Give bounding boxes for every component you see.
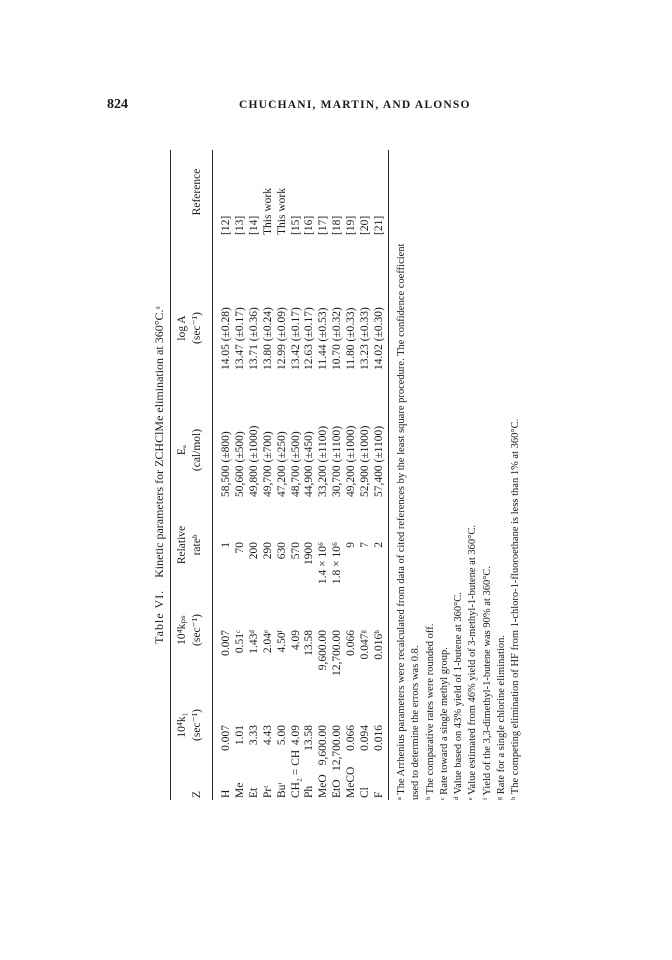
cell-ea: 52,900 (±1000) — [359, 425, 371, 497]
col-header-z: Z — [191, 790, 203, 798]
cell-kps: 12,700.00 — [331, 630, 344, 676]
cell-ea: 44,900 (±450) — [303, 431, 316, 497]
col-header-k1: 10⁴k₁ (sec⁻¹) — [176, 709, 203, 741]
table-row — [290, 150, 304, 800]
cell-kps: 1.43ᵈ — [247, 630, 260, 654]
cell-k1: 5.00 — [275, 725, 288, 746]
cell-z: F — [372, 791, 385, 798]
cell-reference: [16] — [303, 215, 316, 235]
cell-relative-rate: 1.4 × 10⁶ — [317, 542, 330, 585]
cell-z: Et — [247, 787, 260, 798]
cell-kps: 0.51ᶜ — [233, 630, 246, 654]
cell-reference: [20] — [359, 215, 371, 235]
cell-k1: 1.01 — [233, 725, 246, 746]
cell-log-a: 11.80 (±0.33) — [345, 307, 358, 370]
table-row — [234, 150, 248, 800]
cell-kps: 9,600.00 — [317, 630, 330, 671]
cell-ea: 47,200 (±250) — [275, 431, 288, 497]
cell-k1: 0.094 — [359, 725, 371, 751]
cell-reference: [15] — [289, 215, 302, 235]
table-row — [262, 150, 276, 800]
table-row — [331, 150, 345, 800]
col-header-reference: Reference — [191, 168, 203, 216]
table-row — [276, 150, 290, 800]
cell-k1: 3.33 — [247, 725, 260, 746]
cell-ea: 33,200 (±1100) — [317, 425, 330, 497]
cell-k1: 9,600.00 — [317, 725, 330, 766]
footnote: ᵃ The Arrhenius parameters were recalculated from data of cited references by the least square procedure. The confidence coefficient — [396, 243, 407, 800]
cell-ea: 30,700 (±1100) — [331, 425, 344, 497]
cell-ea: 49,700 (±700) — [261, 431, 274, 497]
cell-log-a: 12.99 (±0.09) — [275, 307, 288, 370]
cell-z: MeO — [317, 774, 330, 798]
cell-log-a: 14.05 (±0.28) — [220, 307, 232, 370]
cell-reference: [14] — [247, 215, 260, 235]
cell-z: MeCO — [345, 766, 358, 798]
table-row — [359, 150, 373, 800]
cell-log-a: 13.42 (±0.17) — [289, 307, 302, 370]
cell-k1: 4.09 — [289, 725, 302, 746]
table-header-rule — [212, 150, 213, 800]
cell-relative-rate: 7 — [359, 542, 371, 548]
cell-reference: [18] — [331, 215, 344, 235]
cell-z: Prᵗ — [261, 785, 274, 798]
cell-reference: [21] — [372, 215, 385, 235]
cell-ea: 57,400 (±1100) — [372, 425, 385, 497]
rotated-table-block — [148, 150, 522, 800]
cell-relative-rate: 2 — [372, 542, 385, 548]
table-row — [317, 150, 331, 800]
running-head: CHUCHANI, MARTIN, AND ALONSO — [239, 99, 471, 111]
cell-relative-rate: 9 — [345, 542, 358, 548]
table-top-rule — [170, 150, 171, 800]
table-row — [248, 150, 262, 800]
table-bottom-rule — [388, 150, 389, 800]
cell-kps: 0.066 — [345, 630, 358, 656]
cell-z: EtO — [331, 779, 344, 798]
cell-log-a: 13.80 (±0.24) — [261, 307, 274, 370]
cell-reference: This work — [261, 188, 274, 235]
cell-log-a: 13.47 (±0.17) — [233, 307, 246, 370]
page-number: 824 — [107, 97, 128, 112]
cell-k1: 4.43 — [261, 725, 274, 746]
cell-relative-rate: 290 — [261, 542, 274, 560]
cell-ea: 48,700 (±500) — [289, 431, 302, 497]
cell-kps: 0.007 — [220, 630, 232, 656]
footnote: ᶠ Yield of the 3,3-dimethyl-1-butene was 90% at 360°C. — [481, 565, 493, 800]
footnote: ᵍ Rate for a single chlorine elimination. — [496, 635, 508, 800]
cell-kps: 2.04ᵉ — [261, 630, 274, 654]
cell-ea: 49,200 (±1000) — [345, 425, 358, 497]
cell-kps: 0.016ʰ — [372, 630, 385, 660]
col-header-ea: Eₐ (cal/mol) — [176, 428, 203, 472]
cell-reference: This work — [275, 188, 288, 235]
table-row — [345, 150, 359, 800]
cell-log-a: 11.44 (±0.53) — [317, 307, 330, 370]
cell-k1: 0.007 — [220, 725, 232, 751]
cell-reference: [13] — [233, 215, 246, 235]
cell-z: Cl — [359, 787, 371, 798]
cell-log-a: 14.02 (±0.30) — [372, 307, 385, 370]
cell-kps: 13.58 — [303, 630, 316, 656]
cell-kps: 4.09 — [289, 630, 302, 651]
table-row — [373, 150, 387, 800]
cell-relative-rate: 630 — [275, 542, 288, 560]
cell-z: CH₂ = CH — [289, 749, 302, 798]
footnote: ʰ The competing elimination of HF from 1-chloro-1-fluoroethane is less than 1% at 360°C. — [510, 418, 522, 800]
cell-relative-rate: 1 — [220, 542, 232, 548]
cell-reference: [12] — [220, 215, 232, 235]
cell-ea: 50,600 (±500) — [233, 431, 246, 497]
cell-k1: 12,700.00 — [331, 725, 344, 771]
cell-log-a: 13.71 (±0.36) — [247, 307, 260, 370]
footnote: ᶜ Rate toward a single methyl group. — [438, 647, 450, 800]
cell-ea: 58,500 (±800) — [220, 431, 232, 497]
cell-relative-rate: 70 — [233, 542, 246, 554]
cell-relative-rate: 200 — [247, 542, 260, 560]
table-caption-text: Kinetic parameters for ZCHClMe elimination at 360°C.ᵃ — [152, 306, 166, 578]
cell-relative-rate: 1.8 × 10⁶ — [331, 542, 344, 585]
footnote: ᵉ Value estimated from 46% yield of 3-methyl-1-butene at 360°C. — [467, 525, 479, 800]
cell-ea: 49,800 (±1000) — [247, 425, 260, 497]
cell-z: Me — [233, 782, 246, 798]
footnote: ᵈ Value based on 43% yield of 1-butene at 360°C. — [453, 592, 465, 800]
cell-log-a: 13.23 (±0.33) — [359, 307, 371, 370]
table-footnotes — [395, 150, 524, 800]
cell-z: Ph — [303, 785, 316, 798]
cell-log-a: 10.70 (±0.32) — [331, 307, 344, 370]
footnote: used to determine the errors was 0.8. — [410, 645, 422, 800]
cell-relative-rate: 570 — [289, 542, 302, 560]
table-caption — [152, 150, 167, 800]
cell-kps: 4.50ᶠ — [275, 630, 288, 653]
cell-z: Buᵗ — [275, 782, 288, 798]
cell-k1: 13.58 — [303, 725, 316, 751]
col-header-log-a: log A (sec⁻¹) — [176, 312, 203, 344]
cell-k1: 0.066 — [345, 725, 358, 751]
table-caption-label: Table VI. — [152, 589, 166, 644]
footnote: ᵇ The comparative rates were rounded off. — [424, 623, 436, 800]
cell-k1: 0.016 — [372, 725, 385, 751]
col-header-relative-rate: Relative rateᵇ — [176, 525, 203, 565]
cell-relative-rate: 1900 — [303, 542, 316, 565]
table-row — [220, 150, 234, 800]
cell-reference: [17] — [317, 215, 330, 235]
cell-reference: [19] — [345, 215, 358, 235]
cell-z: H — [220, 789, 232, 798]
table-row — [303, 150, 317, 800]
col-header-kps: 10⁴kₚₛ (sec⁻¹) — [176, 614, 203, 646]
cell-log-a: 12.63 (±0.17) — [303, 307, 316, 370]
cell-kps: 0.047ᵍ — [359, 630, 371, 660]
